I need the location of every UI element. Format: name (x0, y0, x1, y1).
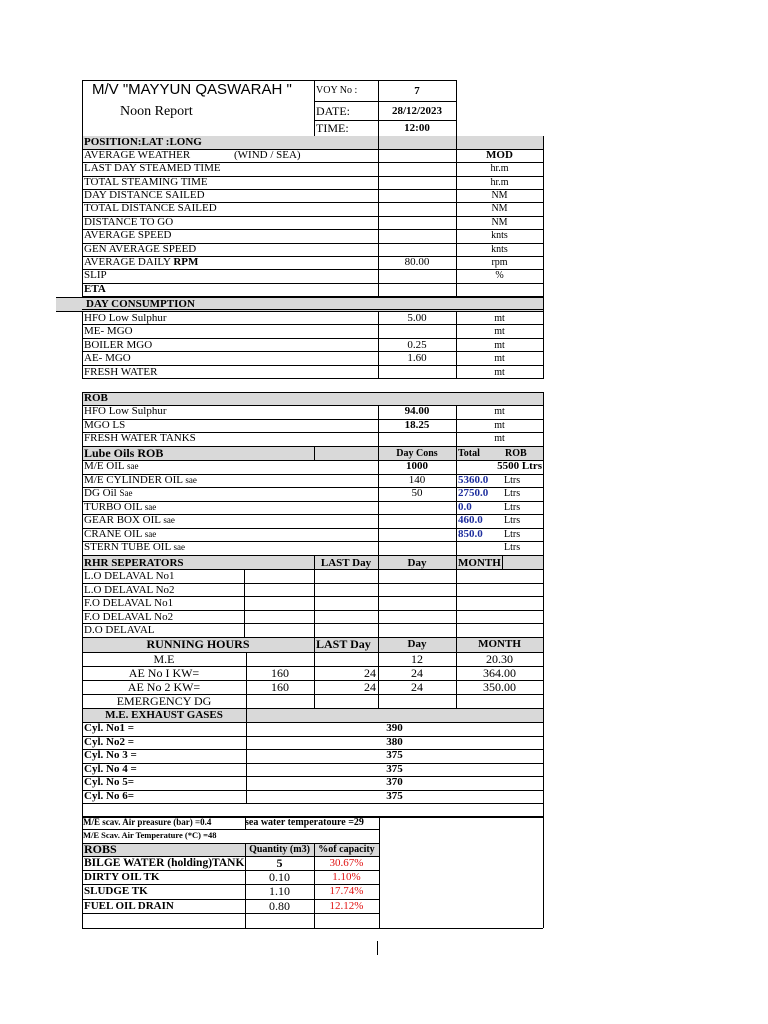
grid-line (82, 460, 543, 461)
running-row-kw (246, 694, 314, 708)
robs-row-label: BILGE WATER (holding)TANK (84, 857, 245, 869)
running-row-month: 350.00 (483, 680, 516, 694)
consumption-row-label: FRESH WATER (84, 365, 158, 378)
day-consumption-title: DAY CONSUMPTION (86, 298, 195, 310)
lube-row-rob: 5500 Ltrs (497, 460, 542, 472)
rhr-row-label: F.O DELAVAL No2 (84, 610, 174, 623)
position-row-value: 80.00 (404, 255, 430, 268)
grid-line (56, 297, 543, 298)
robs-row-label: FUEL OIL DRAIN (84, 899, 174, 912)
lube-oil-name: DG Oil (84, 487, 117, 499)
grid-line (82, 136, 83, 297)
grid-line (82, 541, 543, 542)
exhaust-row-value: 375 (386, 749, 403, 761)
rob-row-unit: mt (494, 406, 505, 417)
position-row-value (378, 243, 456, 256)
exhaust-title: M.E. EXHAUST GASES (105, 709, 223, 721)
grid-line (82, 149, 543, 150)
lube-oil-name: TURBO OIL (84, 500, 142, 513)
grid-line (82, 528, 543, 529)
position-row-unit: knts (491, 243, 508, 255)
grid-line (82, 283, 543, 284)
grid-line (82, 856, 379, 857)
running-hours-title: RUNNING HOURS (146, 637, 250, 651)
position-row-label (84, 256, 312, 269)
position-row-value (378, 189, 456, 202)
position-row-value (378, 216, 456, 229)
rob-row-unit: mt (494, 433, 505, 445)
lube-row-rob: Ltrs (504, 515, 521, 526)
lube-row-label (84, 541, 312, 554)
running-row-day (378, 694, 456, 708)
grid-line (82, 446, 543, 447)
grid-line (82, 596, 543, 597)
lube-oils-title: Lube Oils ROB (84, 446, 164, 460)
grid-line (82, 870, 379, 871)
position-row-unit: NM (491, 203, 508, 215)
grid-line (82, 708, 543, 709)
lube-row-total: 5360.0 (458, 473, 489, 486)
grid-line (456, 405, 457, 446)
lube-row-total: 2750.0 (458, 487, 489, 499)
position-row-value (378, 162, 456, 175)
voy-label: VOY No : (316, 85, 358, 96)
lube-oil-sae: sae (144, 528, 157, 539)
grid-line (82, 652, 543, 653)
robs-row-pct: 1.10% (332, 871, 361, 884)
running-col-last-day: LAST Day (316, 637, 371, 651)
running-row-last: 24 (364, 680, 376, 694)
rob-row-value (378, 432, 456, 445)
consumption-row-value: 5.00 (407, 312, 427, 324)
consumption-row-unit: mt (494, 366, 505, 378)
exhaust-row-label: Cyl. No 4 = (84, 762, 137, 775)
lube-row-label (84, 474, 312, 487)
grid-line (456, 637, 457, 708)
consumption-row-unit: mt (494, 353, 505, 365)
grid-line (82, 432, 543, 433)
lube-row-day (378, 514, 456, 527)
robs-row-qty: 5 (276, 856, 283, 870)
grid-line (82, 555, 83, 637)
grid-line (82, 351, 543, 352)
grid-line (82, 202, 543, 203)
running-row-label: AE No I KW= (128, 666, 200, 680)
lube-row-rob: Ltrs (504, 488, 521, 499)
lube-oil-name: M/E CYLINDER OIL (84, 473, 183, 486)
grid-line (378, 637, 379, 708)
lube-row-rob: Ltrs (504, 542, 521, 553)
running-row-month: 364.00 (483, 666, 516, 680)
grid-line (378, 555, 379, 637)
position-row-label: LAST DAY STEAMED TIME (84, 162, 221, 175)
grid-line (82, 216, 543, 217)
grid-line (82, 884, 379, 885)
grid-line (82, 708, 83, 816)
grid-line (82, 392, 83, 446)
grid-line (244, 569, 245, 637)
position-row-value (378, 283, 456, 296)
grid-line (82, 256, 543, 257)
position-row-label: TOTAL STEAMING TIME (84, 175, 208, 188)
rob-row-value: 94.00 (404, 405, 430, 417)
robs-row-pct: 30.67% (329, 857, 364, 869)
sea-water-temp: sea water temperatoure =29 (245, 817, 364, 828)
running-row-last (314, 694, 376, 708)
robs-row-qty: 0.80 (269, 898, 290, 913)
grid-line (82, 269, 543, 270)
lube-oil-sae: sae (126, 461, 139, 471)
position-row-unit: hr.m (490, 176, 509, 188)
grid-line (82, 637, 83, 708)
lube-row-rob: Ltrs (504, 501, 521, 513)
rhr-row-label: L.O DELAVAL No2 (84, 583, 175, 596)
consumption-row-value: 0.25 (407, 338, 427, 351)
lube-oil-sae: Sae (119, 488, 133, 498)
position-row-label: SLIP (84, 269, 107, 282)
lube-oil-sae: sae (185, 474, 197, 485)
grid-line (378, 446, 379, 555)
lube-row-day: 140 (408, 473, 426, 486)
position-row-value (378, 269, 456, 282)
report-type: Noon Report (120, 104, 193, 119)
rhr-row-label: L.O DELAVAL No1 (84, 570, 175, 582)
grid-line (246, 708, 247, 803)
position-row-unit: NM (491, 190, 508, 202)
grid-line (456, 311, 457, 379)
grid-line (82, 749, 543, 750)
robs-row-qty: 1.10 (269, 884, 290, 899)
grid-line (82, 311, 83, 379)
grid-line (82, 583, 543, 584)
grid-line (502, 555, 503, 569)
grid-line (82, 899, 379, 900)
lube-col-total: Total (458, 448, 480, 459)
grid-line (82, 176, 543, 177)
lube-oil-name: GEAR BOX OIL (84, 514, 161, 526)
lube-col-day-cons: Day Cons (396, 448, 438, 459)
position-row-label: AVERAGE SPEED (84, 229, 172, 242)
grid-line (82, 324, 543, 325)
running-row-label: AE No 2 KW= (127, 680, 201, 694)
robs-row-pct: 12.12% (329, 899, 364, 912)
robs-row-label: SLUDGE TK (84, 885, 148, 898)
lube-col-rob: ROB (505, 448, 527, 459)
running-row-day: 12 (411, 652, 423, 666)
grid-line (543, 555, 544, 637)
lube-row-day (378, 528, 456, 541)
lube-row-day: 1000 (406, 460, 428, 472)
exhaust-row-value: 380 (386, 735, 403, 748)
voy-value: 7 (414, 85, 420, 97)
exhaust-row-label: Cyl. No 3 = (84, 749, 137, 761)
position-row-value (378, 176, 456, 189)
running-row-last (314, 652, 376, 666)
scav-pressure: M/E scav. Air preasure (bar) =0.4 (83, 817, 212, 827)
exhaust-row-label: Cyl. No1 = (84, 722, 134, 734)
grid-line (82, 392, 543, 393)
robs-title: ROBS (84, 843, 117, 856)
rhr-row-label: D.O DELAVAL (84, 624, 155, 636)
grid-line (82, 569, 543, 570)
grid-line (246, 652, 247, 708)
grid-line (82, 816, 543, 817)
running-row-month (456, 694, 543, 708)
consumption-row-unit: mt (494, 326, 505, 338)
grid-line (82, 474, 543, 475)
lube-row-label (84, 487, 312, 500)
lube-row-day: 50 (411, 487, 423, 499)
robs-row-qty: 0.10 (269, 870, 290, 885)
lube-row-label (84, 460, 312, 473)
grid-line (543, 392, 544, 446)
position-row-unit: % (495, 270, 504, 282)
grid-line (378, 136, 379, 297)
grid-line (82, 162, 543, 163)
grid-line (82, 378, 543, 379)
running-row-kw: 160 (271, 680, 289, 694)
lube-row-total: 460.0 (458, 514, 483, 526)
position-row-label: DISTANCE TO GO (84, 215, 174, 228)
consumption-row-value (378, 366, 456, 379)
lube-oil-sae: sae (173, 542, 186, 552)
lube-row-label (84, 501, 312, 514)
grid-line (82, 555, 543, 556)
running-col-day: Day (407, 638, 427, 650)
grid-line (82, 419, 543, 420)
grid-line (82, 338, 543, 339)
running-row-last: 24 (364, 666, 376, 680)
grid-line (543, 816, 544, 928)
consumption-row-unit: mt (494, 313, 505, 324)
lube-oil-name: STERN TUBE OIL (84, 541, 171, 553)
lube-row-day (378, 501, 456, 514)
rhr-title: RHR SEPERATORS (84, 557, 184, 569)
grid-line (82, 763, 543, 764)
grid-line (378, 405, 379, 446)
grid-line (82, 736, 543, 737)
rob-title: ROB (84, 392, 108, 404)
position-row-unit: MOD (486, 149, 513, 161)
grid-line (82, 623, 543, 624)
date-label: DATE: (316, 104, 350, 118)
consumption-row-unit: mt (494, 339, 505, 351)
grid-line (56, 311, 543, 312)
grid-line (543, 708, 544, 816)
consumption-row-label: HFO Low Sulphur (84, 312, 167, 324)
lube-row-label (84, 528, 312, 541)
grid-line (82, 816, 83, 928)
position-row-value (378, 202, 456, 215)
grid-line (82, 189, 543, 190)
lube-oil-sae: sae (144, 501, 157, 512)
grid-line (82, 610, 543, 611)
grid-line (82, 666, 543, 667)
scav-temperature: M/E Scav. Air Temperature (*C) =48 (83, 830, 217, 840)
lube-oil-name: CRANE OIL (84, 527, 142, 540)
consumption-row-value (378, 325, 456, 338)
exhaust-row-label: Cyl. No2 = (84, 735, 134, 748)
exhaust-row-value: 375 (386, 789, 403, 802)
grid-line (82, 843, 379, 844)
grid-line (82, 487, 543, 488)
position-row-label: TOTAL DISTANCE SAILED (84, 202, 217, 215)
position-row-unit: knts (491, 230, 508, 242)
rhr-col-last-day: LAST Day (320, 557, 372, 569)
lube-oil-sae: sae (163, 515, 175, 525)
text-cursor (377, 941, 378, 955)
position-row-unit: hr.m (490, 163, 509, 175)
robs-col-pct: %of capacity (318, 844, 375, 855)
exhaust-row-label: Cyl. No 5= (84, 776, 134, 788)
grid-line (82, 501, 543, 502)
grid-line (456, 446, 457, 555)
rob-row-label: HFO Low Sulphur (84, 405, 167, 417)
grid-line (82, 229, 543, 230)
position-title: POSITION:LAT :LONG (84, 136, 202, 148)
position-row-value (378, 149, 456, 162)
consumption-row-label: ME- MGO (84, 325, 133, 338)
position-row-unit: NM (491, 216, 508, 228)
grid-line (245, 816, 246, 829)
grid-line (82, 928, 543, 929)
position-row-unit (456, 283, 543, 296)
lube-row-rob: Ltrs (504, 474, 521, 486)
grid-line (82, 694, 543, 695)
grid-line (82, 514, 543, 515)
robs-row-pct: 17.74% (329, 885, 364, 898)
exhaust-row-value: 375 (386, 762, 403, 775)
running-row-kw: 160 (271, 666, 289, 680)
grid-line (82, 913, 379, 914)
consumption-row-label: AE- MGO (84, 352, 131, 365)
grid-line (314, 843, 315, 928)
grid-line (378, 311, 379, 379)
position-row-extra: (WIND / SEA) (234, 149, 301, 161)
grid-line (543, 637, 544, 708)
running-row-label: M.E (153, 652, 175, 666)
rob-row-unit: mt (494, 419, 505, 431)
running-row-label: EMERGENCY DG (116, 694, 212, 708)
position-label-text: AVERAGE DAILY (84, 255, 174, 268)
grid-line (456, 136, 457, 297)
time-value: 12:00 (404, 122, 430, 134)
grid-line (82, 446, 83, 555)
grid-line (82, 637, 543, 638)
grid-line (456, 555, 457, 637)
exhaust-row-value: 370 (386, 776, 403, 788)
lube-row-label (84, 514, 312, 527)
grid-line (82, 680, 543, 681)
rob-row-label: FRESH WATER TANKS (84, 432, 196, 445)
time-label: TIME: (316, 121, 349, 135)
rhr-col-month: MONTH (458, 557, 501, 569)
grid-line (543, 297, 544, 379)
grid-line (314, 637, 315, 708)
running-row-day: 24 (411, 666, 423, 680)
rhr-row-label: F.O DELAVAL No1 (84, 597, 174, 609)
grid-line (379, 816, 380, 928)
grid-line (82, 722, 543, 723)
grid-line (82, 803, 543, 804)
grid-line (82, 829, 379, 830)
running-row-month: 20.30 (486, 652, 513, 666)
running-row-kw (246, 652, 314, 666)
lube-row-day (378, 541, 456, 554)
grid-line (543, 136, 544, 297)
position-row-label: AVERAGE WEATHER (84, 149, 191, 161)
grid-line (314, 555, 315, 637)
grid-line (82, 405, 543, 406)
grid-line (82, 776, 543, 777)
consumption-row-value: 1.60 (407, 352, 427, 365)
grid-line (82, 790, 543, 791)
grid-line (314, 446, 315, 460)
consumption-row-label: BOILER MGO (84, 338, 153, 351)
position-row-label: GEN AVERAGE SPEED (84, 242, 197, 255)
rob-row-label: MGO LS (84, 418, 126, 431)
grid-line (82, 365, 543, 366)
running-row-day: 24 (411, 680, 423, 694)
position-row-unit: rpm (491, 256, 508, 268)
ship-name: M/V "MAYYUN QASWARAH " (92, 81, 292, 98)
robs-col-qty: Quantity (m3) (249, 844, 310, 855)
date-value: 28/12/2023 (391, 105, 443, 117)
grid-line (82, 243, 543, 244)
position-row-value (378, 229, 456, 242)
rhr-col-day: Day (407, 557, 427, 569)
grid-line (245, 843, 246, 928)
position-label-bold: RPM (173, 255, 199, 268)
lube-row-total: 850.0 (458, 527, 483, 540)
position-row-label: DAY DISTANCE SAILED (84, 189, 205, 202)
running-col-month: MONTH (478, 638, 521, 650)
exhaust-row-value: 390 (386, 722, 403, 734)
robs-row-label: DIRTY OIL TK (84, 871, 160, 884)
rob-row-value: 18.25 (404, 418, 430, 431)
lube-oil-name: M/E OIL (84, 460, 125, 472)
lube-row-total (458, 541, 502, 554)
grid-line (543, 446, 544, 555)
position-row-label: ETA (84, 282, 106, 295)
exhaust-row-label: Cyl. No 6= (84, 789, 134, 802)
lube-row-rob: Ltrs (504, 528, 521, 540)
lube-row-total: 0.0 (458, 500, 472, 513)
